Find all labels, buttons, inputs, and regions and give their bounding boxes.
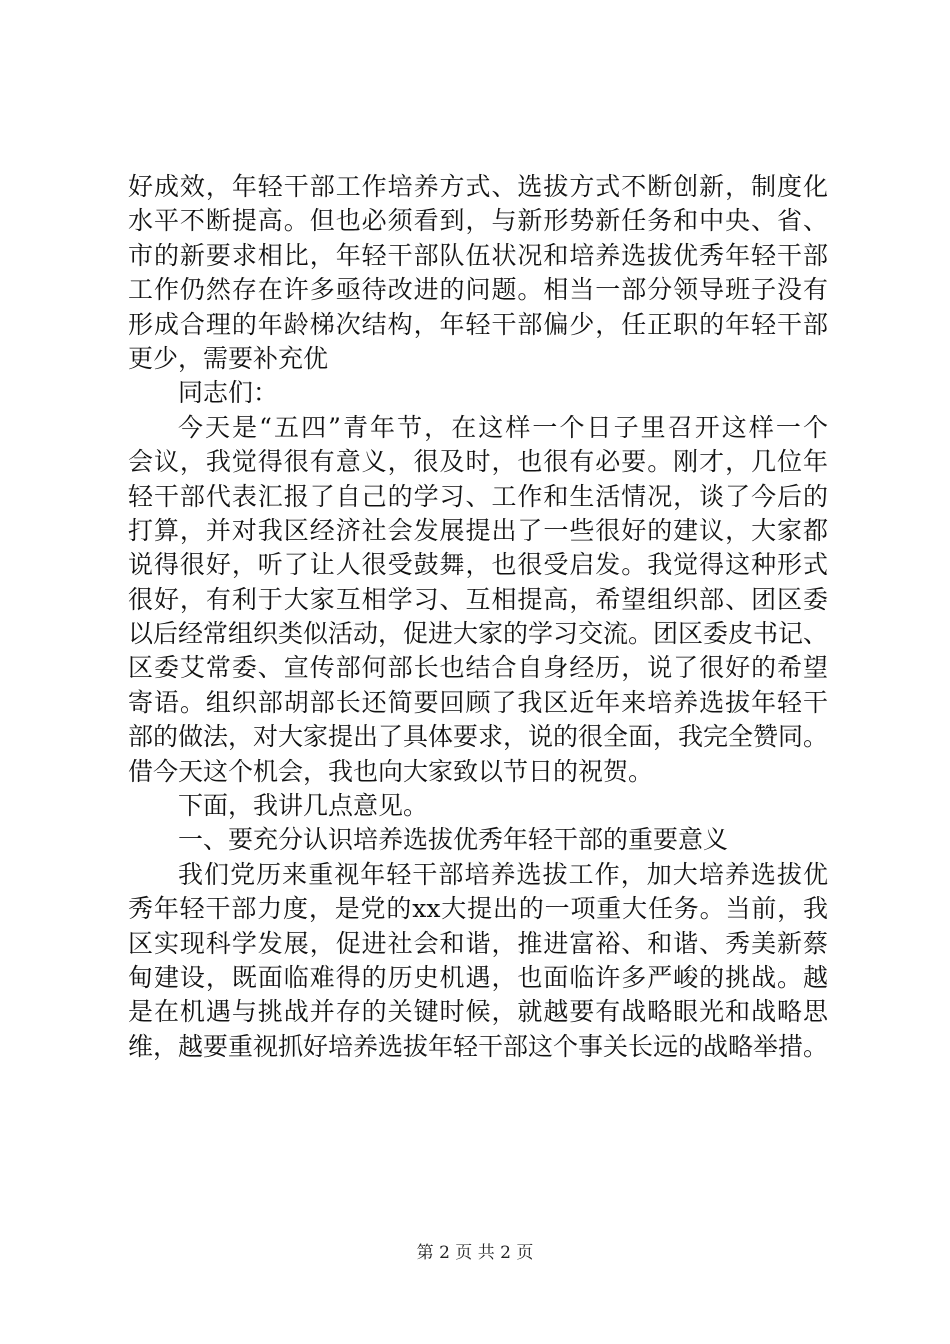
text-line: 工作仍然存在许多亟待改进的问题。相当一部分领导班子没有 — [128, 275, 828, 305]
text-line: 秀年轻干部力度，是党的xx大提出的一项重大任务。当前，我 — [128, 894, 828, 924]
text-line: 维，越要重视抓好培养选拔年轻干部这个事关长远的战略举措。 — [128, 1031, 829, 1061]
text-line: 寄语。组织部胡部长还简要回顾了我区近年来培养选拔年轻干 — [128, 687, 828, 717]
text-line: 轻干部代表汇报了自己的学习、工作和生活情况，谈了今后的 — [128, 481, 828, 511]
text-line: 借今天这个机会，我也向大家致以节日的祝贺。 — [128, 756, 654, 786]
section-heading: 一、要充分认识培养选拔优秀年轻干部的重要意义 — [178, 825, 729, 855]
text-line: 更少，需要补充优 — [128, 343, 329, 373]
text-line: 好成效，年轻干部工作培养方式、选拔方式不断创新，制度化 — [128, 172, 828, 201]
document-body — [128, 170, 828, 1064]
page-number-footer: 第 2 页 共 2 页 — [416, 1243, 534, 1263]
text-line: 水平不断提高。但也必须看到，与新形势新任务和中央、省、 — [128, 206, 828, 236]
text-line: 区委艾常委、宣传部何部长也结合自身经历，说了很好的希望 — [128, 653, 828, 683]
text-line: 区实现科学发展，促进社会和谐，推进富裕、和谐、秀美新蔡 — [128, 928, 828, 958]
text-line: 形成合理的年龄梯次结构，年轻干部偏少，任正职的年轻干部 — [128, 309, 828, 339]
text-line: 下面，我讲几点意见。 — [178, 791, 429, 821]
text-line: 部的做法，对大家提出了具体要求，说的很全面，我完全赞同。 — [128, 722, 829, 752]
text-line: 今天是“五四”青年节，在这样一个日子里召开这样一个 — [178, 412, 828, 442]
text-line: 以后经常组织类似活动，促进大家的学习交流。团区委皮书记、 — [128, 619, 829, 649]
salutation: 同志们： — [178, 378, 279, 408]
text-line: 打算，并对我区经济社会发展提出了一些很好的建议，大家都 — [128, 515, 828, 545]
text-line: 我们党历来重视年轻干部培养选拔工作，加大培养选拔优 — [178, 859, 828, 889]
text-line: 很好，有利于大家互相学习、互相提高，希望组织部、团区委 — [128, 584, 828, 614]
text-line: 是在机遇与挑战并存的关键时候，就越要有战略眼光和战略思 — [128, 997, 828, 1027]
text-line: 说得很好，听了让人很受鼓舞，也很受启发。我觉得这种形式 — [128, 550, 828, 580]
text-line: 市的新要求相比，年轻干部队伍状况和培养选拔优秀年轻干部 — [128, 240, 828, 270]
text-line: 会议，我觉得很有意义，很及时，也很有必要。刚才，几位年 — [128, 447, 828, 477]
text-line: 甸建设，既面临难得的历史机遇，也面临许多严峻的挑战。越 — [128, 962, 828, 992]
